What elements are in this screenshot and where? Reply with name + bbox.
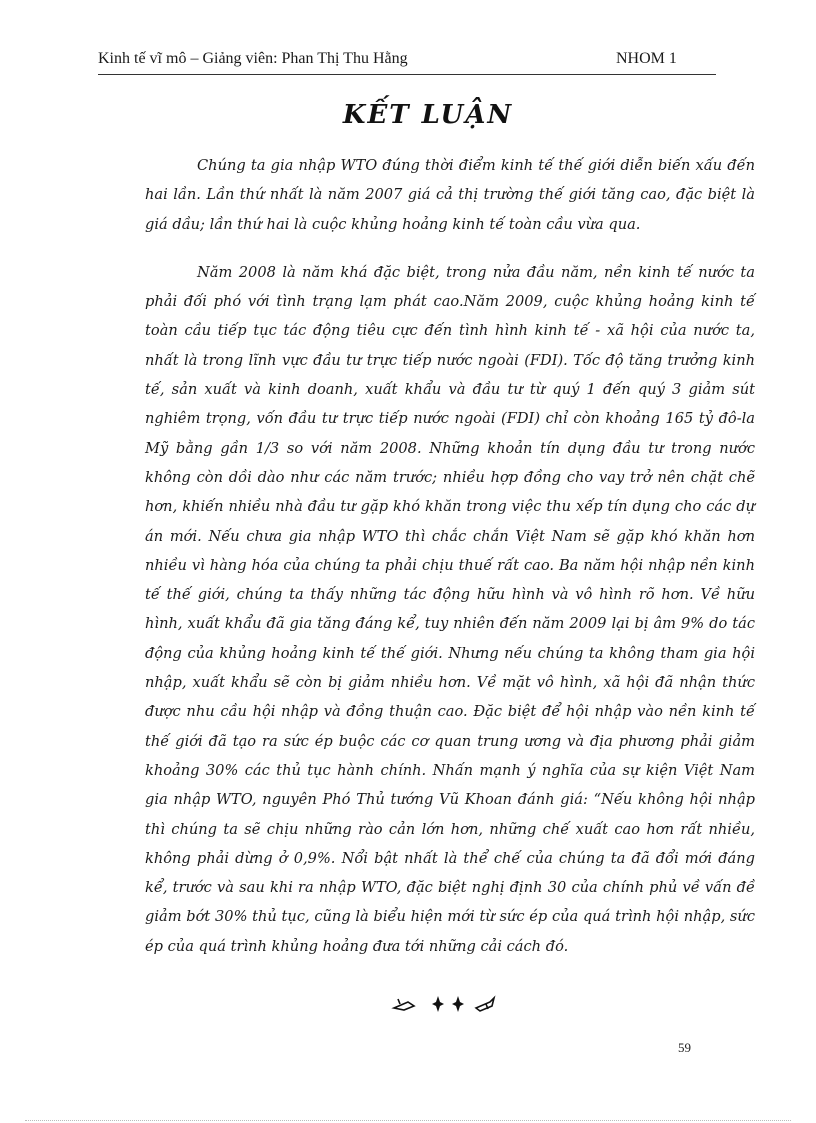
page-header (98, 48, 716, 75)
flourish-ornament-icon (390, 992, 500, 1016)
page-number: 59 (678, 1040, 691, 1055)
footer-divider (25, 1120, 791, 1121)
conclusion-body (145, 151, 755, 961)
header-course-title: Kinh tế vĩ mô – Giảng viên: Phan Thị Thu Hằng (98, 50, 408, 67)
section-title: KẾT LUẬN (342, 100, 514, 130)
header-group-name: NHOM 1 (616, 50, 677, 67)
paragraph-2: Năm 2008 là năm khá đặc biệt, trong nửa đầu năm, nền kinh tế nước ta phải đối phó với tình trạng lạm phát cao.Năm 2009, cuộc khủng hoảng kinh tế toàn cầu tiếp tục tác động tiêu cực đến tình hình kinh tế - xã hội của nước ta, nhất là trong lĩnh vực đầu tư trực tiếp nước ngoài (FDI). Tốc độ tăng trưởng kinh tế, sản xuất và kinh doanh, xuất khẩu và đầu tư từ quý 1 đến quý 3 giảm sút nghiêm trọng, vốn đầu tư trực tiếp nước ngoài (FDI) chỉ còn khoảng 165 tỷ đô-la Mỹ bằng gần 1/3 so với năm 2008. Những khoản tín dụng đầu tư trong nước không còn dồi dào như các năm trước; nhiều hợp đồng cho vay trở nên chặt chẽ hơn, khiến nhiều nhà đầu tư gặp khó khăn trong việc thu xếp tín dụng cho các dự án mới. Nếu chưa gia nhập WTO thì chắc chắn Việt Nam sẽ gặp khó khăn hơn nhiều vì hàng hóa của chúng ta phải chịu thuế rất cao. Ba năm hội nhập nền kinh tế thế giới, chúng ta thấy những tác động hữu hình và vô hình rõ hơn. Về hữu hình, xuất khẩu đã gia tăng đáng kể, tuy nhiên đến năm 2009 lại bị âm 9% do tác động của khủng hoảng kinh tế thế giới. Nhưng nếu chúng ta không tham gia hội nhập, xuất khẩu sẽ còn bị giảm nhiều hơn. Về mặt vô hình, xã hội đã nhận thức được nhu cầu hội nhập và đồng thuận cao. Đặc biệt để hội nhập vào nền kinh tế thế giới đã tạo ra sức ép buộc các cơ quan trung ương và địa phương phải giảm khoảng 30% các thủ tục hành chính. Nhấn mạnh ý nghĩa của sự kiện Việt Nam gia nhập WTO, nguyên Phó Thủ tướng Vũ Khoan đánh giá: “Nếu không hội nhập thì chúng ta sẽ chịu những rào cản lớn hơn, những chế xuất cao hơn rất nhiều, không phải dừng ở 0,9%. Nổi bật nhất là thể chế của chúng ta đã đổi mới đáng kể, trước và sau khi ra nhập WTO, đặc biệt nghị định 30 của chính phủ về vấn đề giảm bớt 30% thủ tục, cũng là biểu hiện mới từ sức ép của quá trình hội nhập, sức ép của quá trình khủng hoảng đưa tới những cải cách đó. (145, 263, 755, 955)
paragraph-1: Chúng ta gia nhập WTO đúng thời điểm kinh tế thế giới diễn biến xấu đến hai lần. Lần thứ nhất là năm 2007 giá cả thị trường thế giới tăng cao, đặc biệt là giá dầu; lần thứ hai là cuộc khủng hoảng kinh tế toàn cầu vừa qua. (145, 157, 755, 233)
